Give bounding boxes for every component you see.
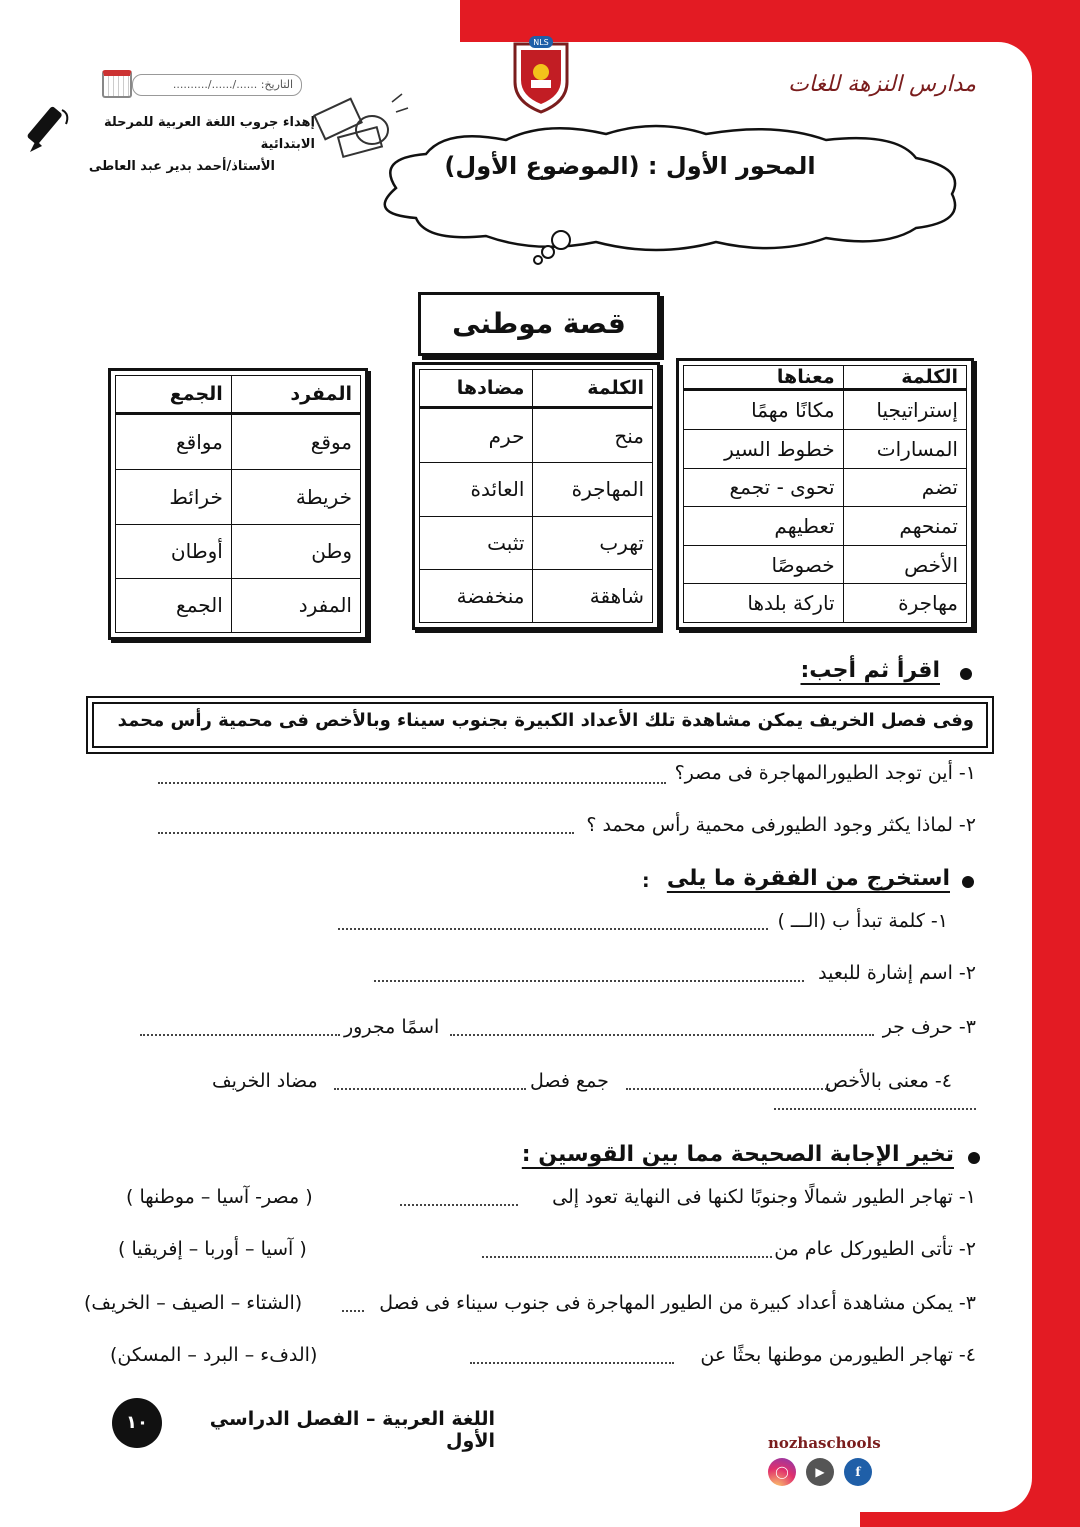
choose-opts-2: ( آسيا – أوربا – إفريقيا ) xyxy=(118,1238,307,1260)
extract-q4b: جمع فصل xyxy=(530,1070,609,1092)
answer-line[interactable] xyxy=(400,1204,518,1206)
table-cell: تحوى - تجمع xyxy=(684,468,844,507)
plural-table xyxy=(108,368,368,640)
table-cell: منخفضة xyxy=(420,569,533,622)
extract-title: استخرج من الفقرة ما يلى xyxy=(666,866,950,891)
facebook-icon[interactable]: f xyxy=(844,1458,872,1486)
dedication-line-1: إهداء جروب اللغة العربية للمرحلة الابتدائية xyxy=(103,115,315,152)
extract-q1: ١- كلمة تبدأ ب (الـــ ) xyxy=(777,910,948,932)
choose-title: تخير الإجابة الصحيحة مما بين القوسين : xyxy=(521,1142,954,1167)
answer-line[interactable] xyxy=(626,1088,830,1090)
table-row xyxy=(420,408,653,463)
opposites-header-opposite: مضادها xyxy=(420,370,533,408)
date-field: التاريخ: ....../....../.......... xyxy=(132,74,302,96)
answer-line[interactable] xyxy=(774,1108,976,1110)
table-cell: تضم xyxy=(843,468,966,507)
school-name: مدارس النزهة للغات xyxy=(788,72,976,97)
answer-line[interactable] xyxy=(470,1362,674,1364)
youtube-icon[interactable]: ▶ xyxy=(806,1458,834,1486)
table-row xyxy=(420,569,653,622)
opposites-header-word: الكلمة xyxy=(533,370,653,408)
dedication xyxy=(55,112,315,178)
extract-q2: ٢- اسم إشارة للبعيد xyxy=(818,962,976,984)
table-cell: الجمع xyxy=(116,578,232,632)
table-row xyxy=(684,468,967,507)
extract-colon: : xyxy=(642,870,650,892)
choose-q1: ١- تهاجر الطيور شمالًا وجنوبًا لكنها فى النهاية تعود إلى xyxy=(552,1186,976,1208)
meanings-table xyxy=(676,358,974,630)
question-2: ٢- لماذا يكثر وجود الطيورفى محمية رأس محمد ؟ xyxy=(586,814,976,836)
read-answer-title: اقرأ ثم أجب: xyxy=(800,658,940,683)
school-logo xyxy=(511,30,571,114)
table-cell: خريطة xyxy=(231,470,360,524)
opposites-table xyxy=(412,362,660,630)
table-cell: تثبت xyxy=(420,516,533,569)
table-cell: مواقع xyxy=(116,414,232,470)
svg-text:ج ظ: ج ظ xyxy=(923,1433,1015,1488)
red-banner-right xyxy=(1030,0,1080,1527)
extract-q3b: اسمًا مجرور xyxy=(344,1016,440,1038)
table-cell: تعطيهم xyxy=(684,507,844,546)
choose-q4: ٤- تهاجر الطيورمن موطنها بحثًا عن xyxy=(700,1344,976,1366)
table-row xyxy=(684,584,967,623)
choose-opts-1: ( مصر- آسيا – موطنها ) xyxy=(126,1186,313,1208)
choose-opts-3: (الشتاء – الصيف – الخريف) xyxy=(84,1292,303,1314)
answer-line[interactable] xyxy=(334,1088,526,1090)
answer-line[interactable] xyxy=(158,782,666,784)
website-label[interactable]: nozhaschools xyxy=(768,1434,881,1452)
table-cell: شاهقة xyxy=(533,569,653,622)
pen-icon xyxy=(22,102,78,158)
dedication-line-2: الأستاذ/أحمد بدير عبد العاطى xyxy=(88,159,275,174)
passage-text: وفى فصل الخريف يمكن مشاهدة تلك الأعداد الكبيرة بجنوب سيناء وبالأخص فى محمية رأس محمد xyxy=(92,702,988,748)
table-cell: مهاجرة xyxy=(843,584,966,623)
table-row xyxy=(116,524,361,578)
extract-q3a: ٣- حرف جر xyxy=(882,1016,976,1038)
instagram-icon[interactable]: ◯ xyxy=(768,1458,796,1486)
page-number: ١٠ xyxy=(112,1398,162,1448)
answer-line[interactable] xyxy=(374,980,804,982)
table-row xyxy=(116,414,361,470)
bullet-icon xyxy=(968,1152,980,1164)
svg-text:ب ض: ب ض xyxy=(906,1383,1021,1448)
table-row xyxy=(684,430,967,469)
cloud-frame xyxy=(356,118,976,268)
answer-line[interactable] xyxy=(158,832,574,834)
table-cell: تمنحهم xyxy=(843,507,966,546)
table-row xyxy=(684,390,967,430)
answer-line[interactable] xyxy=(450,1034,874,1036)
answer-line[interactable] xyxy=(338,928,768,930)
brand-letters-logo xyxy=(900,1378,1050,1488)
bullet-icon xyxy=(962,876,974,888)
answer-line[interactable] xyxy=(342,1310,364,1312)
footer-subject: اللغة العربية – الفصل الدراسي الأول xyxy=(209,1408,495,1452)
table-row xyxy=(420,463,653,516)
question-1: ١- أين توجد الطيورالمهاجرة فى مصر؟ xyxy=(674,762,976,784)
bullet-icon xyxy=(960,668,972,680)
table-cell: خطوط السير xyxy=(684,430,844,469)
lesson-title: قصة موطنى xyxy=(418,292,660,356)
table-cell: حرم xyxy=(420,408,533,463)
table-cell: العائدة xyxy=(420,463,533,516)
choose-q3: ٣- يمكن مشاهدة أعداد كبيرة من الطيور المهاجرة فى جنوب سيناء فى فصل xyxy=(379,1292,976,1314)
extract-q4a: ٤- معنى بالأخص xyxy=(824,1070,952,1092)
answer-line[interactable] xyxy=(140,1034,340,1036)
table-row xyxy=(116,578,361,632)
extract-q4c: مضاد الخريف xyxy=(212,1070,318,1092)
table-cell: خرائط xyxy=(116,470,232,524)
choose-q2: ٢- تأتى الطيوركل عام من xyxy=(774,1238,976,1260)
table-cell: منح xyxy=(533,408,653,463)
choose-opts-4: (الدفء – البرد – المسكن) xyxy=(110,1344,318,1366)
table-row xyxy=(420,516,653,569)
table-row xyxy=(116,470,361,524)
passage-box xyxy=(86,696,994,754)
svg-text:NLS: NLS xyxy=(533,38,549,47)
table-cell: وطن xyxy=(231,524,360,578)
table-cell: إستراتيجيا xyxy=(843,390,966,430)
meanings-header-meaning: معناها xyxy=(684,366,844,390)
table-cell: مكانًا مهمًا xyxy=(684,390,844,430)
table-row xyxy=(684,507,967,546)
plural-header-plural: الجمع xyxy=(116,376,232,414)
answer-line[interactable] xyxy=(482,1256,772,1258)
plural-header-singular: المفرد xyxy=(231,376,360,414)
table-row xyxy=(684,545,967,584)
table-cell: تاركة بلدها xyxy=(684,584,844,623)
table-cell: تهرب xyxy=(533,516,653,569)
table-cell: خصوصًا xyxy=(684,545,844,584)
calendar-icon xyxy=(102,70,132,98)
table-cell: الأخص xyxy=(843,545,966,584)
table-cell: أوطان xyxy=(116,524,232,578)
unit-title: المحور الأول : (الموضوع الأول) xyxy=(444,152,816,180)
table-cell: موقع xyxy=(231,414,360,470)
table-cell: المفرد xyxy=(231,578,360,632)
meanings-header-word: الكلمة xyxy=(843,366,966,390)
table-cell: المسارات xyxy=(843,430,966,469)
table-cell: المهاجرة xyxy=(533,463,653,516)
